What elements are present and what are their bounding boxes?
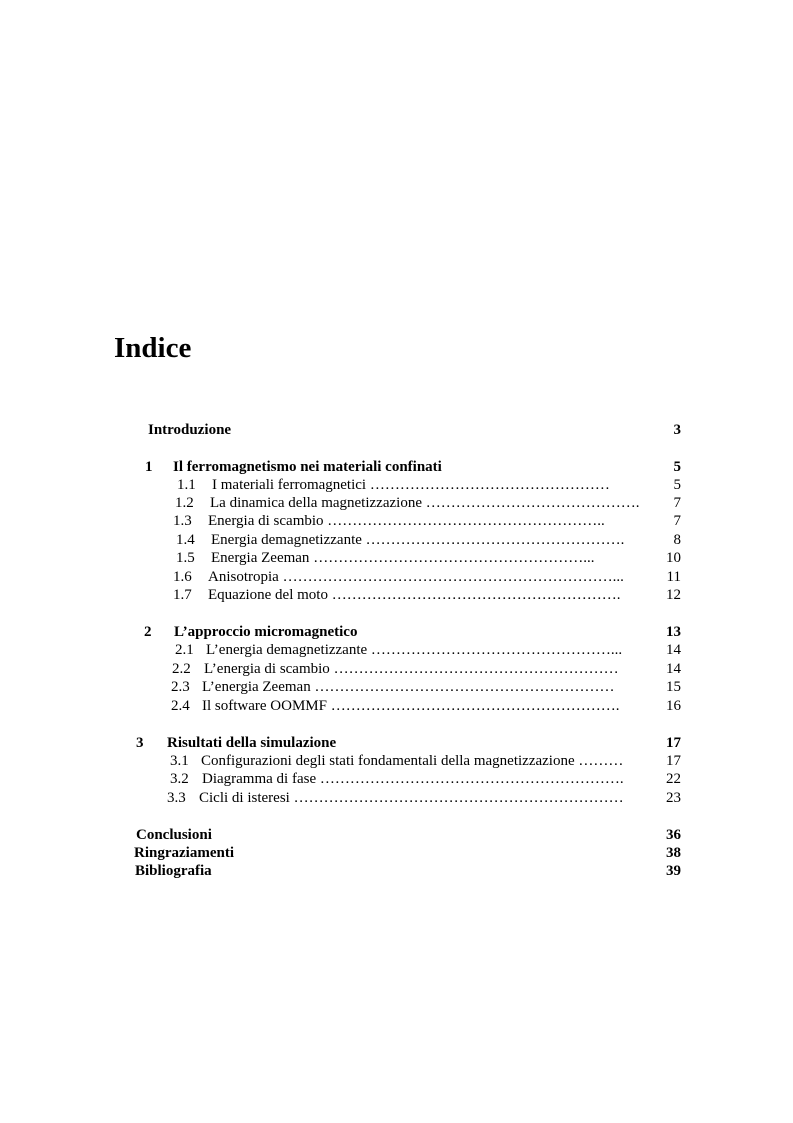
- chapter-page: 17: [666, 735, 681, 751]
- section-title: Anisotropia: [208, 569, 279, 585]
- section-title: Equazione del moto: [208, 587, 328, 603]
- section-title: La dinamica della magnetizzazione: [210, 495, 422, 511]
- section-title: Il software OOMMF: [202, 698, 327, 714]
- section-page: 5: [673, 477, 681, 493]
- dot-leader: …………………………………………….: [365, 532, 625, 548]
- section-number: 2.4: [171, 698, 190, 714]
- section-page: 7: [673, 495, 681, 511]
- dot-leader: …………………………………………………………...: [282, 569, 624, 585]
- dot-leader: …………………………………………: [369, 477, 610, 493]
- chapter-title: Risultati della simulazione: [167, 735, 337, 751]
- chapter-number: 2: [144, 624, 152, 640]
- section-title: Diagramma di fase: [202, 771, 317, 787]
- section-number: 1.2: [175, 495, 194, 511]
- chapter-number: 1: [145, 459, 153, 475]
- section-page: 14: [666, 661, 681, 677]
- dot-leader: ………………………………………………….: [330, 698, 620, 714]
- page-title: Indice: [114, 332, 192, 364]
- section-number: 1.6: [173, 569, 192, 585]
- back-matter-label: Ringraziamenti: [134, 845, 234, 861]
- back-matter-page: 39: [666, 863, 681, 879]
- section-page: 10: [666, 550, 681, 566]
- dot-leader: ……………………………………………………: [314, 679, 615, 695]
- back-matter-page: 36: [666, 827, 681, 843]
- dot-leader: ………………………………………………..: [327, 513, 605, 529]
- back-matter-page: 38: [666, 845, 681, 861]
- section-title: L’energia Zeeman: [202, 679, 311, 695]
- section-title: I materiali ferromagnetici: [212, 477, 367, 493]
- section-page: 17: [666, 753, 681, 769]
- section-number: 1.5: [176, 550, 195, 566]
- section-page: 12: [666, 587, 681, 603]
- section-title: Cicli di isteresi: [199, 790, 290, 806]
- section-page: 11: [666, 569, 681, 585]
- section-title: L’energia di scambio: [204, 661, 330, 677]
- chapter-title: Il ferromagnetismo nei materiali confinati: [173, 459, 442, 475]
- section-title: L’energia demagnetizzante: [206, 642, 368, 658]
- dot-leader: ………………………………………………...: [313, 550, 595, 566]
- dot-leader: …………………………………………………….: [319, 771, 624, 787]
- section-title: Energia Zeeman: [211, 550, 310, 566]
- section-page: 14: [666, 642, 681, 658]
- dot-leader: …………………………………………...: [370, 642, 623, 658]
- section-number: 1.1: [177, 477, 196, 493]
- toc-intro-label: Introduzione: [148, 422, 232, 438]
- section-page: 8: [673, 532, 681, 548]
- section-number: 2.3: [171, 679, 190, 695]
- section-page: 22: [666, 771, 681, 787]
- section-page: 16: [666, 698, 681, 714]
- section-number: 3.3: [167, 790, 186, 806]
- dot-leader: …………………………………………………: [333, 661, 619, 677]
- dot-leader: ………………………………………………….: [331, 587, 621, 603]
- back-matter-label: Bibliografia: [135, 863, 212, 879]
- section-page: 23: [666, 790, 681, 806]
- section-number: 1.7: [173, 587, 192, 603]
- section-number: 3.1: [170, 753, 189, 769]
- chapter-page: 13: [666, 624, 681, 640]
- section-number: 2.1: [175, 642, 194, 658]
- section-number: 2.2: [172, 661, 191, 677]
- chapter-page: 5: [673, 459, 681, 475]
- section-number: 1.3: [173, 513, 192, 529]
- dot-leader: …………………………………………………………: [293, 790, 624, 806]
- section-page: 15: [666, 679, 681, 695]
- section-page: 7: [673, 513, 681, 529]
- section-number: 1.4: [176, 532, 195, 548]
- back-matter-label: Conclusioni: [136, 827, 212, 843]
- chapter-number: 3: [136, 735, 144, 751]
- toc-intro-page: 3: [673, 422, 681, 438]
- dot-leader: …………………………………….: [425, 495, 640, 511]
- section-number: 3.2: [170, 771, 189, 787]
- section-title: Energia demagnetizzante: [211, 532, 362, 548]
- section-title: Configurazioni degli stati fondamentali della magnetizzazione: [201, 753, 575, 769]
- dot-leader: ………: [578, 753, 624, 769]
- section-title: Energia di scambio: [208, 513, 324, 529]
- chapter-title: L’approccio micromagnetico: [174, 624, 358, 640]
